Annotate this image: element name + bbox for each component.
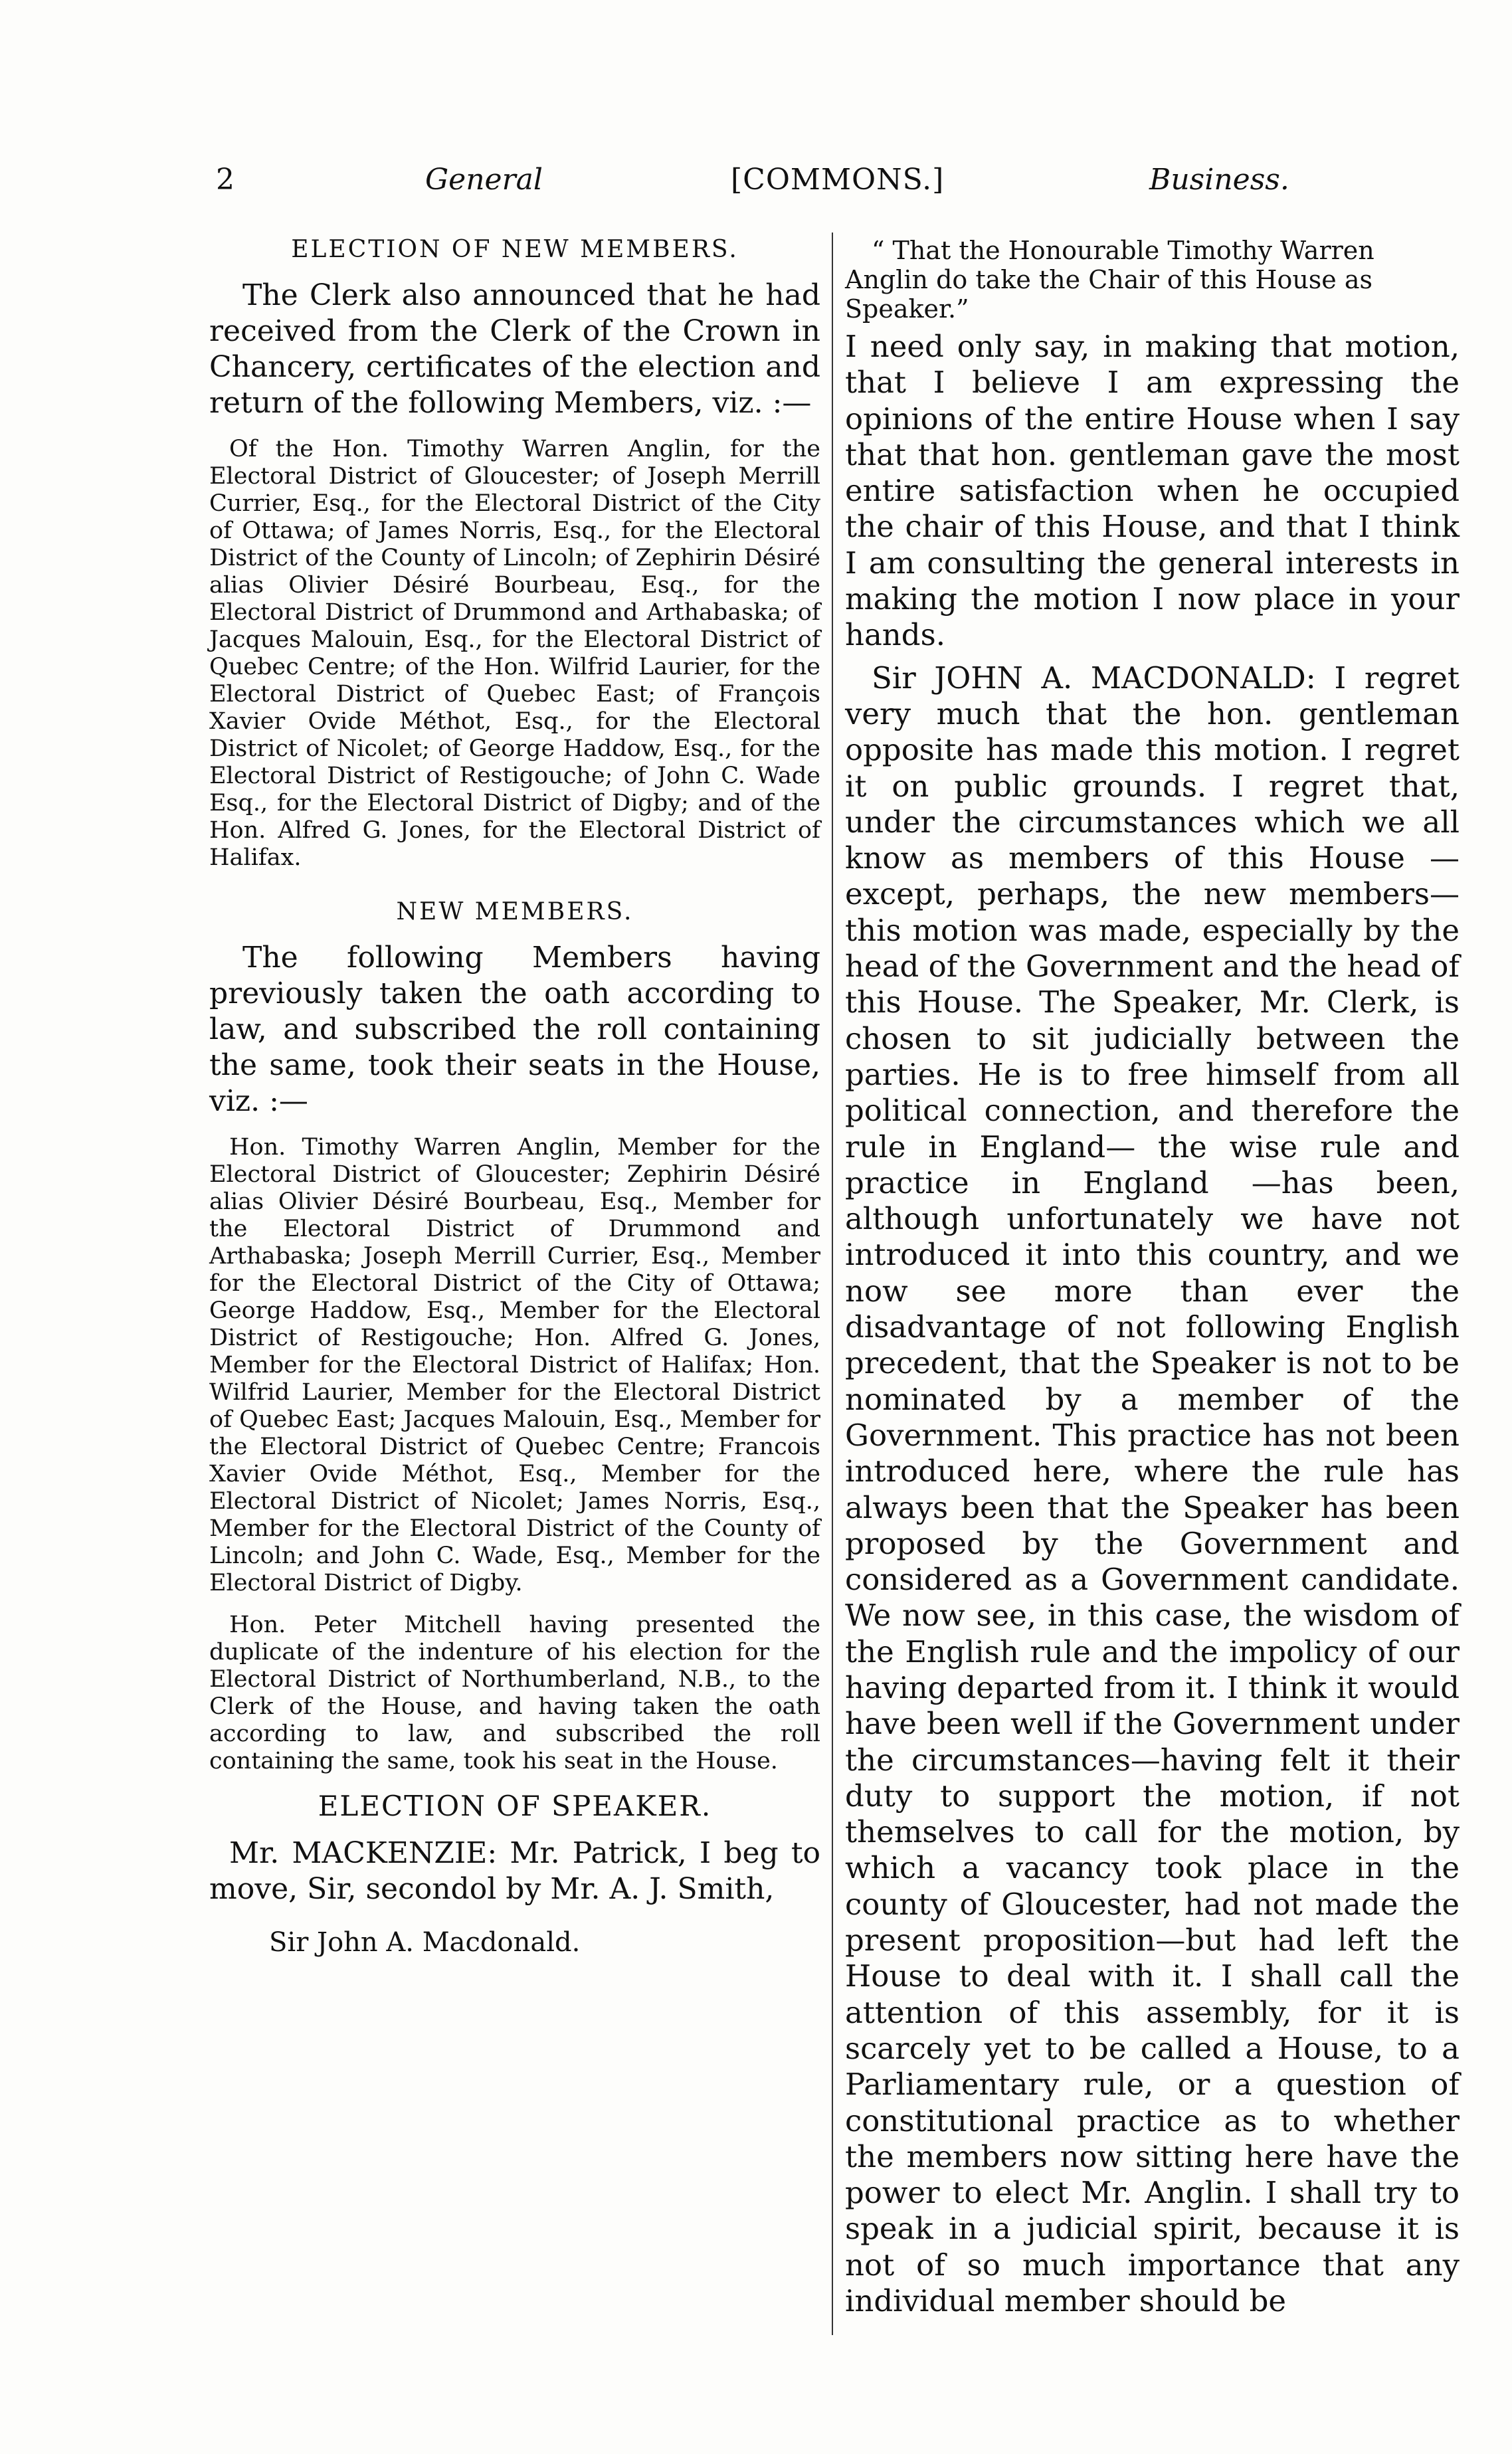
election-of-speaker-heading: ELECTION OF SPEAKER. [318, 1790, 712, 1822]
new-members-list: Hon. Timothy Warren Anglin, Member for the Electoral District of Gloucester; Zephirin Désiré alias Olivier Désiré Bourbeau, Esq., Member for the Electoral District of Drummond and Arthabaska; Joseph Merrill Currier, Esq., Member for the Electoral District of the City of Ottawa; George Haddow, Esq., Member for the Electoral District of Restigouche; Hon. Alfred G. Jones, Member for the Electoral District of Halifax; Hon. Wilfrid Laurier, Member for the Electoral District of Quebec East; Jacques Malouin, Esq., Member for the Electoral District of Quebec Centre; Francois Xavier Ovide Méthot, Esq., Member for the Electoral District of Nicolet; James Norris, Esq., Member for the Electoral District of the County of Lincoln; and John C. Wade, Esq., Member for the Electoral District of Digby. [209, 1134, 820, 1596]
column-divider [832, 233, 833, 2335]
running-head-right: Business. [1149, 163, 1289, 197]
motion-speech-paragraph: I need only say, in making that motion, that I believe I am expressing the opinions of the entire House when I say that that hon. gentleman gave the most entire satisfaction when he occupied the chair of this House, and that I think I am consulting the general interests in making the motion I now place in your hands. [845, 329, 1460, 653]
election-intro-paragraph: The Clerk also announced that he had received from the Clerk of the Crown in Chancery, certificates of the election and return of the following Members, viz. :— [209, 278, 820, 420]
page-number: 2 [216, 163, 235, 197]
election-members-list: Of the Hon. Timothy Warren Anglin, for the Electoral District of Gloucester; of Joseph Merrill Currier, Esq., for the Electoral District of the City of Ottawa; of James Norris, Esq., for the Electoral District of the County of Lincoln; of Zephirin Désiré alias Olivier Désiré Bourbeau, Esq., for the Electoral District of Drummond and Arthabaska; of Jacques Malouin, Esq., for the Electoral District of Quebec Centre; of the Hon. Wilfrid Laurier, for the Electoral District of Quebec East; of François Xavier Ovide Méthot, Esq., for the Electoral District of Nicolet; of George Haddow, Esq., for the Electoral District of Restigouche; of John C. Wade Esq., for the Electoral District of Digby; and of the Hon. Alfred G. Jones, for the Electoral District of Halifax. [209, 436, 820, 871]
mackenzie-motion-paragraph: Mr. MACKENZIE: Mr. Patrick, I beg to move, Sir, secondol by Mr. A. J. Smith, [209, 1836, 820, 1906]
mitchell-paragraph: Hon. Peter Mitchell having presented the duplicate of the indenture of his election for the Electoral District of Northumberland, N.B., to the Clerk of the House, and having taken the oath according to law, and subscribed the roll containing the same, took his seat in the House. [209, 1612, 820, 1774]
right-column [845, 236, 1460, 2319]
new-members-heading: NEW MEMBERS. [396, 898, 634, 925]
motion-quote: “ That the Honourable Timothy Warren Anglin do take the Chair of this House as Speaker.” [845, 236, 1374, 324]
election-new-members-heading: ELECTION OF NEW MEMBERS. [291, 236, 739, 263]
left-column [209, 236, 820, 1958]
macdonald-speech-paragraph: Sir JOHN A. MACDONALD: I regret very much that the hon. gentleman opposite has made this motion. I regret it on public grounds. I regret that, under the circumstances which we all know as members of this House —except, perhaps, the new members— this motion was made, especially by the head of the Government and the head of this House. The Speaker, Mr. Clerk, is chosen to sit judicially between the parties. He is to free himself from all political connection, and therefore the rule in England— the wise rule and practice in England —has been, although unfortunately we have not introduced it into this country, and we now see more than ever the disadvantage of not following English precedent, that the Speaker is not to be nominated by a member of the Government. This practice has not been introduced here, where the rule has always been that the Speaker has been proposed by the Government and considered as a Government candidate. We now see, in this case, the wisdom of the English rule and the impolicy of our having departed from it. I think it would have been well if the Government under the circumstances—having felt it their duty to support the motion, if not themselves to call for the motion, by which a vacancy took place in the county of Gloucester, had not made the present proposition—but had left the House to deal with it. I shall call the attention of this assembly, for it is scarcely yet to be called a House, to a Parliamentary rule, or a question of constitutional practice as to whether the members now sitting here have the power to elect Mr. Anglin. I shall try to speak in a judicial spirit, because it is not of so much importance that any individual member should be [845, 660, 1460, 2319]
seconder-signature: Sir John A. Macdonald. [269, 1927, 581, 1958]
new-members-intro-paragraph: The following Members having previously taken the oath according to law, and subscribed the roll containing the same, took their seats in the House, viz. :— [209, 941, 820, 1118]
running-head-left: General [425, 163, 543, 197]
running-head-center: [COMMONS.] [731, 163, 945, 197]
